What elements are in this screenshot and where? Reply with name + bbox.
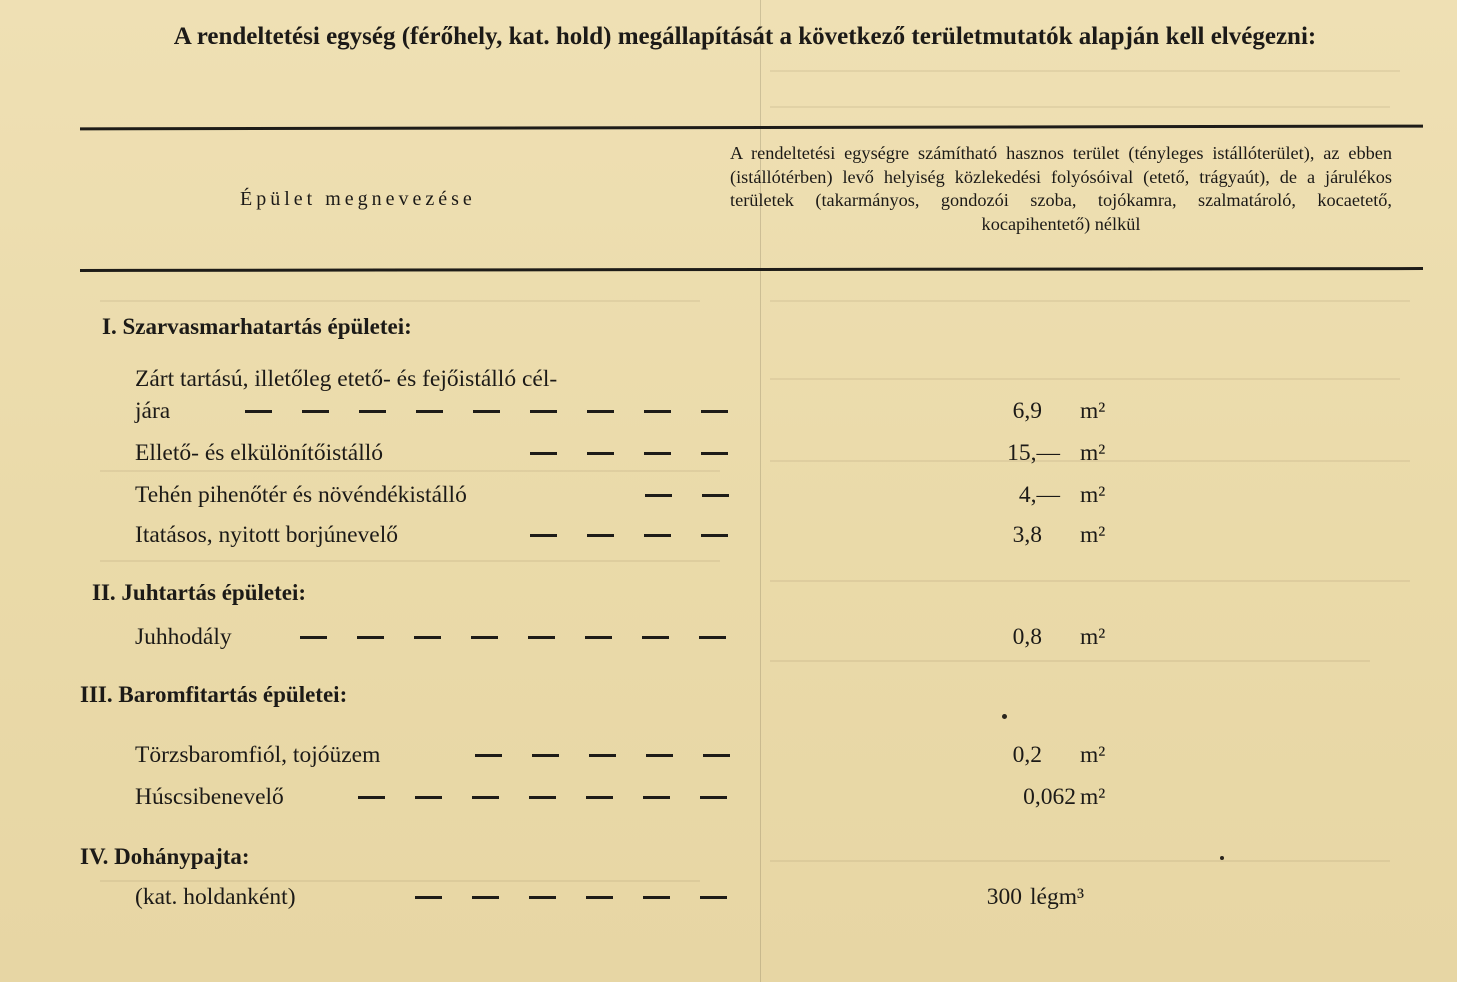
ink-speck [1220,856,1224,860]
row-unit: m² [1080,482,1106,508]
leader-dashes [415,896,730,899]
row-label: jára [135,398,171,424]
row-value: 300 [986,884,1022,910]
row-unit: m² [1080,398,1106,424]
row-value: 0,8 [1012,624,1042,650]
row-label: Tehén pihenőtér és növéndékistálló [135,482,467,508]
section-heading: III. Baromfitartás épületei: [80,682,348,707]
row-value: 3,8 [1012,522,1042,548]
leader-dashes [530,534,730,537]
leader-dashes [300,636,730,639]
row-label: (kat. holdanként) [135,884,296,910]
ink-speck [1002,714,1007,719]
row-unit: m² [1080,522,1106,548]
leader-dashes [475,754,730,757]
row-label: Juhhodály [135,624,232,650]
header-usable-area: A rendeltetési egységre számítható hasznos terület (tényleges istállóterület), az ebben (istállótérben) levő helyiség közlekedési folyósóival (etető, trágyaút), de a járulékos területek (takarmányos, gondozói szoba, tojókamra, szalmatároló, kocaetető, kocapihentető) nélkül [730,143,1392,234]
row-value: 15,— [1007,440,1060,466]
section-heading: II. Juhtartás épületei: [92,580,307,605]
row-value: 4,— [1018,482,1060,508]
row-value: 6,9 [1012,398,1042,424]
row-unit: m² [1080,440,1106,466]
leader-dashes [245,410,730,413]
row-value: 0,062 [1023,784,1076,810]
row-label: Törzsbaromfiól, tojóüzem [135,742,381,768]
header-building-name: Épület megnevezése [240,188,476,210]
row-unit: m² [1080,742,1106,768]
row-value: 0,2 [1012,742,1042,768]
row-unit: légm³ [1030,884,1085,910]
section-heading: IV. Dohánypajta: [80,844,250,869]
document-title: A rendeltetési egység (férőhely, kat. hold) megállapítását a következő területmutatók alapján kell elvégezni: [173,23,1317,50]
leader-dashes [530,452,730,455]
leader-dashes [358,796,730,799]
section-heading: I. Szarvasmarhatartás épületei: [102,314,412,339]
row-label: Ellető- és elkülönítőistálló [135,440,384,466]
row-unit: m² [1080,624,1106,650]
row-label: Itatásos, nyitott borjúnevelő [135,522,399,548]
row-label-line1: Zárt tartású, illetőleg etető- és fejőistálló cél- [135,366,558,392]
row-unit: m² [1080,784,1106,810]
leader-dashes [645,494,730,497]
header-top-rule [80,125,1423,131]
header-bottom-rule [80,267,1423,272]
row-label: Húscsibenevelő [135,784,284,810]
